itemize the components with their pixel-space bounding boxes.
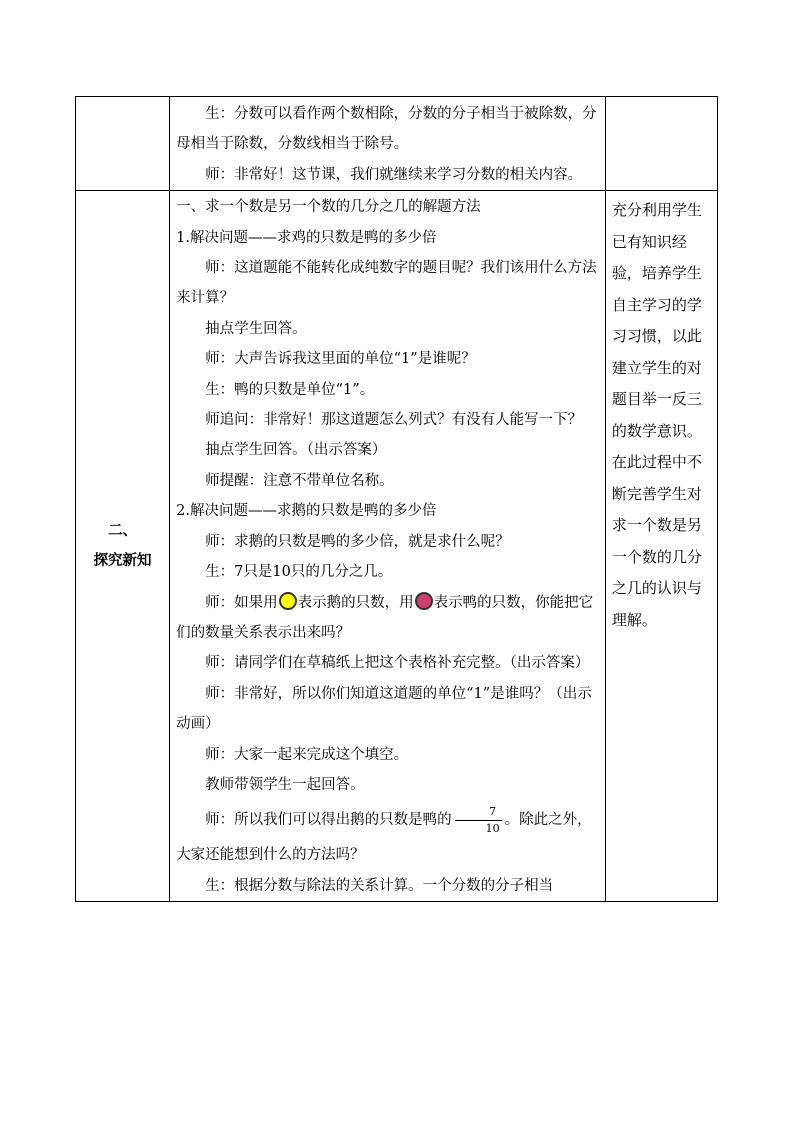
- paragraph: 师：大家一起来完成这个填空。: [205, 746, 409, 763]
- paragraph: 师：这道题能不能转化成纯数字的题目呢？我们该用什么方法来计算？: [176, 260, 597, 307]
- paragraph: 师：非常好！这节课，我们就继续来学习分数的相关内容。: [205, 166, 583, 183]
- fraction-numerator: 7: [455, 805, 502, 821]
- paragraph-with-fraction: [176, 800, 601, 870]
- section-cell: [76, 191, 170, 902]
- paragraph: 生：鸭的只数是单位“1”。: [205, 381, 375, 398]
- text-span: 表示鸭的只数，你能把它们的数量关系表示出来吗？: [176, 594, 594, 641]
- paragraph: 师：求鹅的只数是鸭的多少倍，就是求什么呢？: [205, 533, 510, 550]
- remark-cell: [605, 191, 717, 902]
- paragraph: 生：7只是10只的几分之几。: [205, 564, 393, 581]
- paragraph: 师：非常好，所以你们知道这道题的单位“1”是谁吗？（出示动画）: [176, 685, 592, 733]
- content-cell: [170, 191, 606, 902]
- section-title: 探究新知: [93, 552, 152, 570]
- fraction-denominator: 10: [485, 822, 500, 836]
- paragraph: 师：大声告诉我这里面的单位“1”是谁呢？: [205, 351, 476, 368]
- paragraph: 师追问：非常好！那这道题怎么列式？有没有人能写一下？: [205, 412, 583, 429]
- section-cell-empty: [76, 97, 170, 191]
- table-row-intro: [76, 97, 718, 191]
- subheading-line: 1.解决问题——求鸡的只数是鸭的多少倍: [176, 229, 437, 246]
- paragraph-with-symbols: [176, 588, 601, 649]
- content-cell: [170, 97, 606, 191]
- text-span: 师：如果用: [205, 594, 278, 611]
- heading-line: 一、求一个数是另一个数的几分之几的解题方法: [176, 199, 481, 216]
- paragraph: 师提醒：注意不带单位名称。: [205, 472, 394, 489]
- paragraph: 生：根据分数与除法的关系计算。一个分数的分子相当: [205, 877, 554, 894]
- section-number: 二、: [108, 522, 138, 540]
- text-span: 表示鹅的只数，用: [297, 594, 414, 611]
- text-span: 师：所以我们可以得出鹅的只数是鸭的: [205, 812, 452, 829]
- pink-circle-icon: [415, 592, 433, 610]
- remark-text: 充分利用学生已有知识经验，培养学生自主学习的学习习惯，以此建立学生的对题目举一反三的数学意识。在此过程中不断完善学生对求一个数是另一个数的几分之几的认识与理解。: [611, 201, 702, 629]
- fraction-seven-tenths: [455, 805, 502, 835]
- subheading-line: 2.解决问题——求鹅的只数是鸭的多少倍: [176, 503, 437, 520]
- paragraph: 抽点学生回答。: [205, 320, 307, 337]
- text-span: 。除此之外，大家还能想到什么的方法吗？: [176, 812, 592, 864]
- paragraph: 师：请同学们在草稿纸上把这个表格补充完整。（出示答案）: [205, 655, 590, 672]
- paragraph: 抽点学生回答。（出示答案）: [205, 442, 387, 459]
- remark-cell-empty: [605, 97, 717, 191]
- yellow-circle-icon: [279, 592, 297, 610]
- paragraph: 生：分数可以看作两个数相除，分数的分子相当于被除数，分母相当于除数，分数线相当于除号。: [176, 106, 597, 153]
- paragraph: 教师带领学生一起回答。: [205, 776, 365, 793]
- table-row-explore: [76, 191, 718, 902]
- lesson-plan-table: [75, 96, 718, 902]
